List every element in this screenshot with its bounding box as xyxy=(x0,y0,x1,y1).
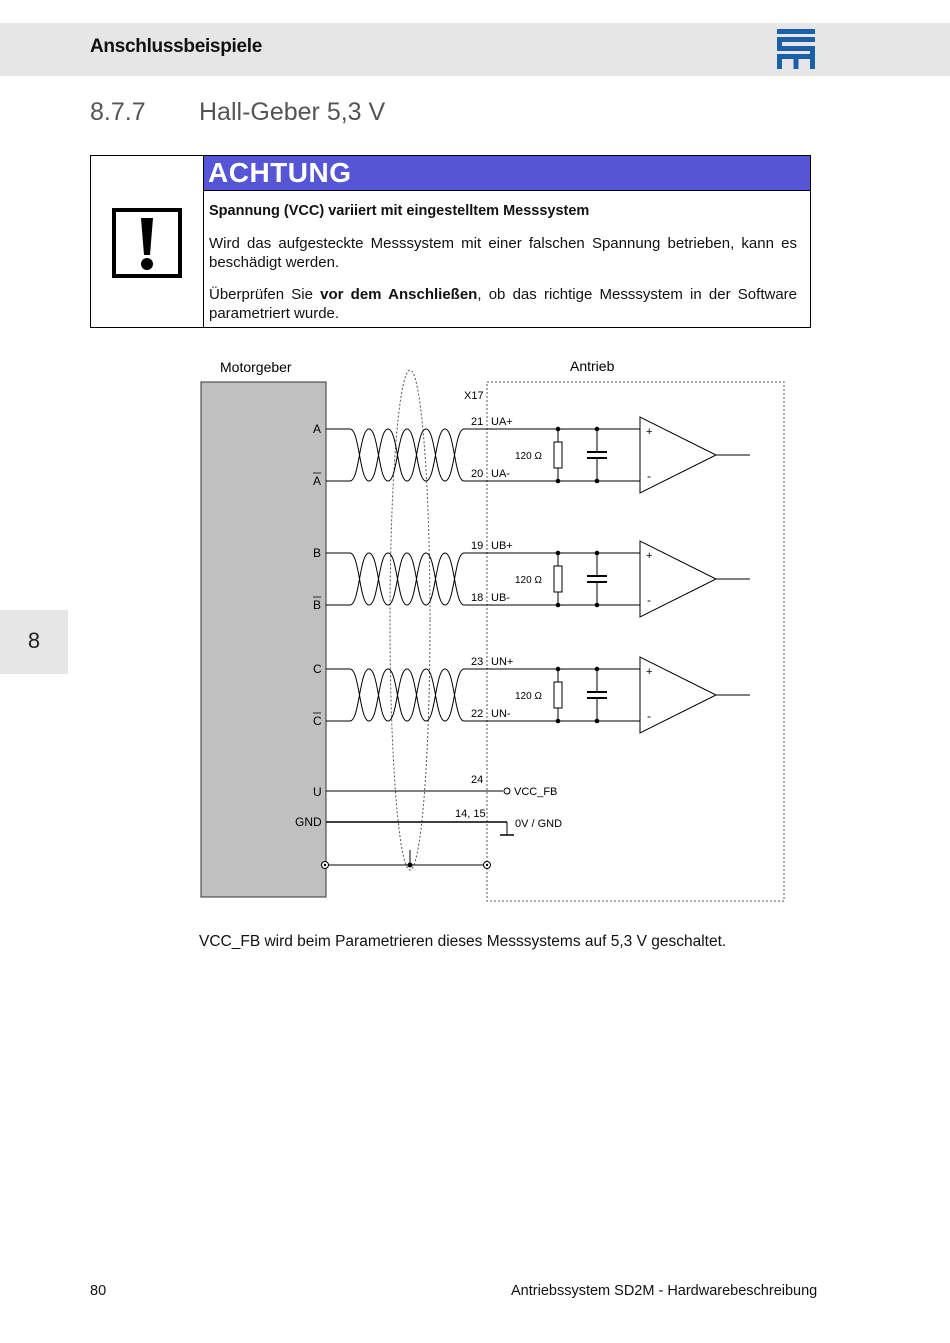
junction-dot xyxy=(556,479,561,484)
junction-dot xyxy=(556,667,561,672)
signal-label: UB+ xyxy=(491,540,513,552)
opamp-minus: - xyxy=(647,709,651,723)
chapter-tab-label: 8 xyxy=(27,628,41,653)
gnd-sig: GND xyxy=(295,815,322,829)
opamp-plus: + xyxy=(646,550,653,562)
antrieb-title: Antrieb xyxy=(570,358,615,374)
warning-subtitle: Spannung (VCC) variiert mit eingestelltem Messsystem xyxy=(209,203,590,219)
opamp-minus: - xyxy=(647,469,651,483)
junction-dot xyxy=(595,667,600,672)
section-number: 8.7.7 xyxy=(90,98,146,126)
junction-dot xyxy=(595,719,600,724)
motorgeber-title: Motorgeber xyxy=(220,359,292,375)
shield-node xyxy=(408,863,413,868)
junction-dot xyxy=(595,427,600,432)
connector-label: X17 xyxy=(464,390,484,402)
junction-dot xyxy=(556,603,561,608)
opamp-plus: + xyxy=(646,666,653,678)
warning-box xyxy=(90,155,811,328)
exclamation-icon xyxy=(91,156,203,327)
warning-icon-cell xyxy=(91,156,204,327)
pin-number: 18 xyxy=(471,592,484,604)
twisted-wire-neg xyxy=(350,669,464,721)
warning-p2-bold: vor dem Anschließen xyxy=(320,286,478,303)
encoder-signal: B xyxy=(313,546,322,560)
resistor xyxy=(554,442,562,468)
company-logo xyxy=(777,29,815,69)
twisted-wire-pos xyxy=(350,429,464,481)
warning-heading-bar xyxy=(204,156,810,191)
twisted-wire-pos xyxy=(350,553,464,605)
opamp-plus: + xyxy=(646,426,653,438)
twisted-wire-pos xyxy=(350,669,464,721)
shield-terminal-left-dot xyxy=(324,864,326,866)
footer-page-number: 80 xyxy=(90,1283,107,1299)
resistor xyxy=(554,682,562,708)
vcc-pin: 24 xyxy=(471,774,484,786)
warning-heading: ACHTUNG xyxy=(208,157,352,188)
resistor-label: 120 Ω xyxy=(515,691,542,702)
signal-label: UN+ xyxy=(491,656,514,668)
warning-p2-pre: Überprüfen Sie xyxy=(209,286,321,303)
channel-group xyxy=(313,416,750,733)
signal-label: UB- xyxy=(491,592,510,604)
vcc-terminal xyxy=(504,788,510,794)
junction-dot xyxy=(595,551,600,556)
encoder-signal-inverted: B xyxy=(313,598,322,612)
opamp-minus: - xyxy=(647,593,651,607)
wiring-diagram xyxy=(200,345,790,905)
resistor-label: 120 Ω xyxy=(515,575,542,586)
signal-label: UA- xyxy=(491,468,510,480)
gnd-label: 0V / GND xyxy=(515,818,563,830)
warning-p2-post: , ob das richtige Messsystem in der Software parametriert wurde. xyxy=(209,286,797,322)
encoder-signal-inverted: C xyxy=(313,714,322,728)
junction-dot xyxy=(595,603,600,608)
signal-label: UA+ xyxy=(491,416,513,428)
pin-number: 20 xyxy=(471,468,484,480)
shield-terminal-right-dot xyxy=(486,864,488,866)
twisted-wire-neg xyxy=(350,429,464,481)
resistor-label: 120 Ω xyxy=(515,451,542,462)
section-title: Hall-Geber 5,3 V xyxy=(199,98,386,126)
chapter-tab[interactable] xyxy=(0,610,68,674)
encoder-signal: A xyxy=(313,422,322,436)
pin-number: 19 xyxy=(471,540,484,552)
footer-document-title: Antriebssystem SD2M - Hardwarebeschreibung xyxy=(511,1283,818,1299)
junction-dot xyxy=(556,719,561,724)
gnd-pin: 14, 15 xyxy=(455,808,486,820)
warning-paragraph-1: Wird das aufgesteckte Messsystem mit einer falschen Spannung betrieben, kann es beschädigt werden. xyxy=(209,235,797,271)
pin-number: 22 xyxy=(471,708,484,720)
vcc-label: VCC_FB xyxy=(514,786,558,798)
encoder-signal: C xyxy=(313,662,322,676)
junction-dot xyxy=(556,551,561,556)
caption: VCC_FB wird beim Parametrieren dieses Messsystems auf 5,3 V geschaltet. xyxy=(199,933,727,950)
header-title: Anschlussbeispiele xyxy=(90,36,263,57)
junction-dot xyxy=(556,427,561,432)
twisted-wire-neg xyxy=(350,553,464,605)
vcc-sig: U xyxy=(313,785,322,799)
signal-label: UN- xyxy=(491,708,511,720)
warning-paragraph-2 xyxy=(209,285,797,323)
resistor xyxy=(554,566,562,592)
junction-dot xyxy=(595,479,600,484)
encoder-signal-inverted: A xyxy=(313,474,322,488)
pin-number: 21 xyxy=(471,416,484,428)
pin-number: 23 xyxy=(471,656,484,668)
